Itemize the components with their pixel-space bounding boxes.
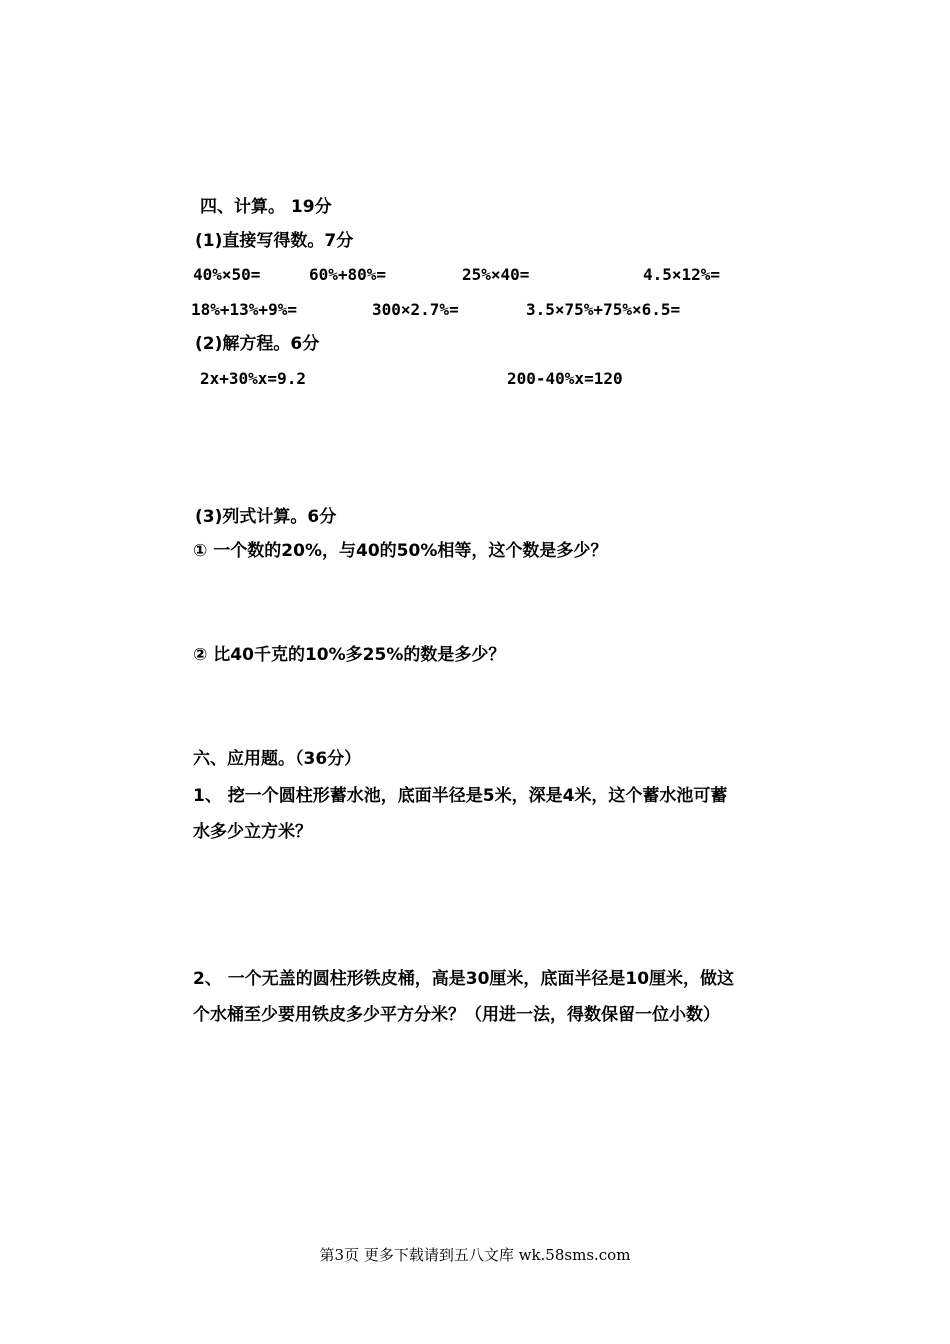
app-question-1-line2: 水多少立方米？ [193, 822, 312, 842]
calc-item: 18%+13%+9%= [191, 300, 297, 319]
app-question-2-line2: 个水桶至少要用铁皮多少平方分米？（用进一法，得数保留一位小数） [193, 1005, 720, 1025]
calc-item: 25%×40= [462, 265, 530, 284]
part3-heading: (3)列式计算。6分 [195, 507, 337, 527]
equation: 2x+30%x=9.2 [200, 369, 306, 388]
calc-item: 3.5×75%+75%×6.5= [526, 300, 681, 319]
section4-title: 四、计算。 19分 [200, 197, 332, 217]
section6-title: 六、应用题。（36分） [193, 749, 362, 769]
calc-item: 4.5×12%= [643, 265, 721, 284]
app-question-1-line1: 1、 挖一个圆柱形蓄水池，底面半径是5米，深是4米，这个蓄水池可蓄 [193, 786, 728, 806]
equation: 200-40%x=120 [507, 369, 623, 388]
page-footer: 第3页 更多下载请到五八文库 wk.58sms.com [319, 1246, 631, 1264]
part3-question-2: ② 比40千克的10%多25%的数是多少？ [193, 645, 506, 665]
calc-item: 300×2.7%= [372, 300, 459, 319]
part1-heading: (1)直接写得数。7分 [195, 231, 354, 251]
calc-item: 40%×50= [193, 265, 261, 284]
calc-item: 60%+80%= [309, 265, 387, 284]
part3-question-1: ① 一个数的20%，与40的50%相等，这个数是多少？ [193, 541, 608, 561]
part2-heading: (2)解方程。6分 [195, 334, 320, 354]
app-question-2-line1: 2、 一个无盖的圆柱形铁皮桶，高是30厘米，底面半径是10厘米，做这 [193, 969, 735, 989]
